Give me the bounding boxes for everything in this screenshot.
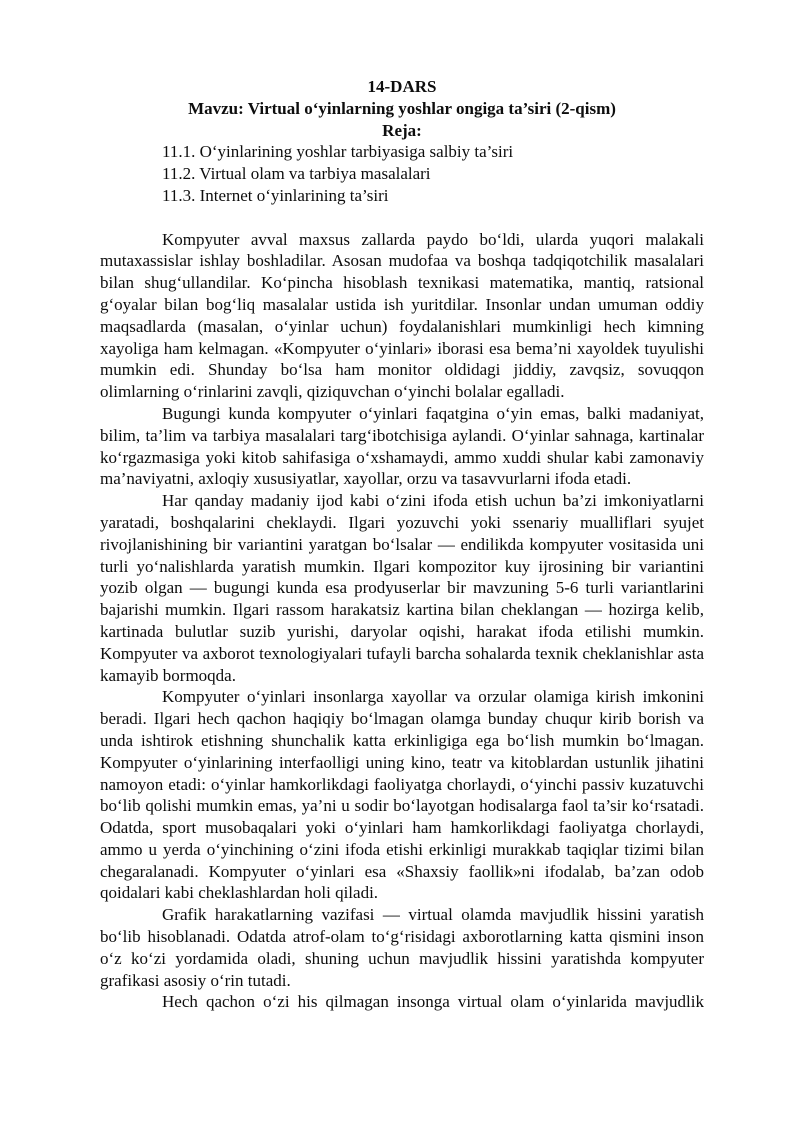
body-paragraph: Har qanday madaniy ijod kabi oʻzini ifoda etish uchun ba’zi imkoniyatlarni yaratadi, boshqalarini cheklaydi. Ilgari yozuvchi yoki ssenariy mualliflari syujet rivojlanishining bir variantini yaratgan boʻlsalar — endilikda kompyuter vositasida uni turli yoʻnalishlarda yaratish mumkin. Ilgari kompozitor kuy ijrosining bir variantini yozib olgan — bugungi kunda esa prodyuserlar bir mavzuning 5-6 turli variantlarini bajarishi mumkin. Ilgari rassom harakatsiz kartina bilan cheklangan — hozirga kelib, kartinada bulutlar suzib yurishi, daryolar oqishi, harakat ifoda etilishi mumkin. Kompyuter va axborot texnologiyalari tufayli barcha sohalarda texnik cheklanishlar asta kamayib bormoqda. — [100, 491, 704, 685]
plan-heading: Reja: — [382, 120, 422, 140]
topic-line: Mavzu: Virtual oʻyinlarning yoshlar ongiga ta’siri (2-qism) — [188, 98, 616, 118]
body-paragraph-continued: Hech qachon oʻzi his qilmagan insonga virtual olam oʻyinlarida mavjudlik — [162, 992, 704, 1012]
plan-item: 11.3. Internet oʻyinlarining ta’siri — [162, 185, 389, 205]
body-paragraph: Kompyuter oʻyinlari insonlarga xayollar va orzular olamiga kirish imkonini beradi. Ilgari hech qachon haqiqiy boʻlmagan olamga bunday chuqur kirib borish va unda ishtirok etishning shunchalik katta erkinligiga ega boʻlish mumkin boʻlmagan. Kompyuter oʻyinlarining interfaolligi uning kino, teatr va kitoblardan ustunlik jihatini namoyon etadi: oʻyinlar hamkorlikdagi faoliyatga chorlaydi, oʻyinchi passiv kuzatuvchi boʻlib qolishi mumkin emas, ya’ni u sodir boʻlayotgan hodisalarga faol ta’sir koʻrsatadi. Odatda, sport musobaqalari yoki oʻyinlari ham hamkorlikdagi faoliyatga chorlaydi, ammo u yerda oʻyinchining oʻzini ifoda etishi erkinligi murakkab taqiqlar tizimi bilan chegaralanadi. Kompyuter oʻyinlari esa «Shaxsiy faollik»ni ifodalab, ba’zan odob qoidalari kabi cheklashlardan holi qiladi. — [100, 687, 704, 903]
document-header — [100, 76, 704, 141]
lesson-title: 14-DARS — [367, 77, 437, 96]
plan-item: 11.1. Oʻyinlarining yoshlar tarbiyasiga salbiy ta’siri — [162, 142, 514, 162]
plan-item: 11.2. Virtual olam va tarbiya masalalari — [162, 164, 431, 184]
body-paragraph: Bugungi kunda kompyuter oʻyinlari faqatgina oʻyin emas, balki madaniyat, bilim, ta’lim va tarbiya masalalari targʻibotchisiga aylandi. Oʻyinlar sahnaga, kartinalar koʻrgazmasiga yoki kitob sahifasiga oʻxshamaydi, ammo xuddi shular kabi zamonaviy ma’naviyatni, axloqiy xususiyatlar, xayollar, orzu va tasavvurlarni ifoda etadi. — [100, 403, 704, 489]
plan-list — [100, 141, 704, 206]
body-paragraph: Grafik harakatlarning vazifasi — virtual olamda mavjudlik hissini yaratish boʻlib hisoblanadi. Odatda atrof-olam toʻgʻrisidagi axborotlarning katta qismini inson oʻz koʻzi yordamida oladi, shuning uchun mavjudlik hissini yaratishda kompyuter grafikasi asosiy oʻrin tutadi. — [100, 905, 704, 990]
body-paragraph: Kompyuter avval maxsus zallarda paydo boʻldi, ularda yuqori malakali mutaxassislar ishlay boshladilar. Asosan mudofaa va boshqa tadqiqotchilik masalalari bilan shugʻullandilar. Koʻpincha hisoblash texnikasi matematika, mantiq, ratsional gʻoyalar bilan bogʻliq masalalar ustida ish yuritdilar. Insonlar undan umuman oddiy maqsadlarda (masalan, oʻyinlar uchun) foydalanishlari mumkinligi hech kimning xayoliga ham kelmagan. «Kompyuter oʻyinlari» iborasi esa bema’ni xayoldek tuyulishi mumkin edi. Shunday boʻlsa ham monitor oldidagi jiddiy, zavqsiz, sovuqqon olimlarning oʻrinlarini zavqli, qiziquvchan oʻyinchi bolalar egalladi. — [100, 229, 704, 402]
document-body — [100, 229, 704, 1014]
